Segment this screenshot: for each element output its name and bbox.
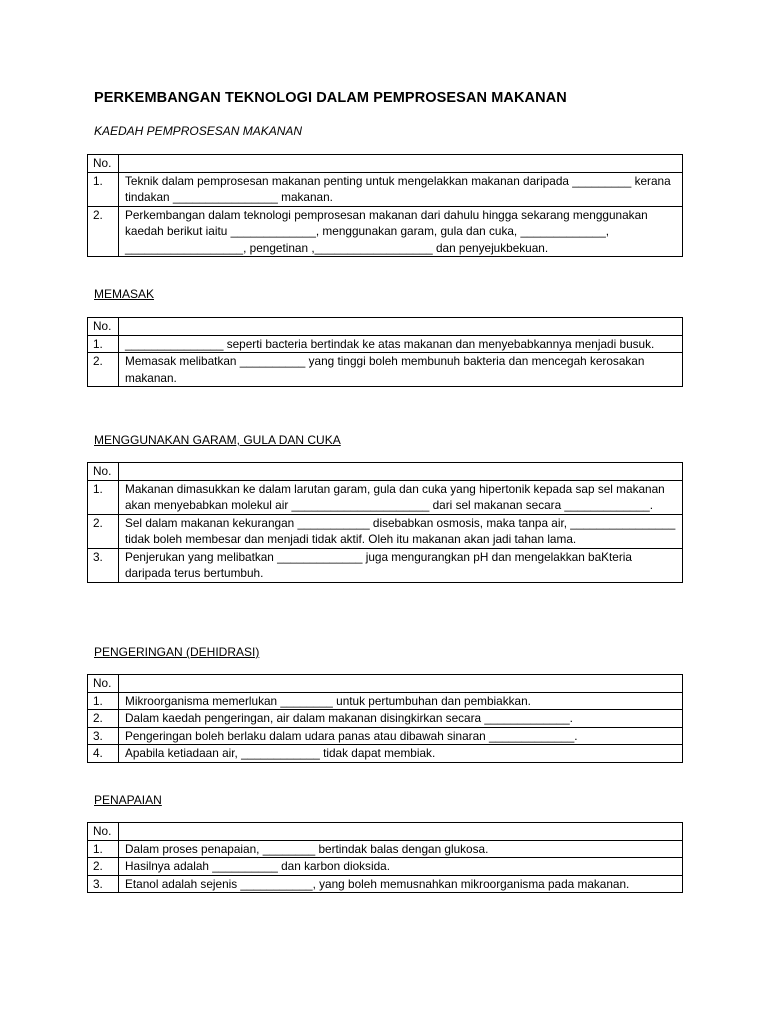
row-question: Penjerukan yang melibatkan _____________ juga mengurangkan pH dan mengelakkan baKteria daripada terus bertumbuh. <box>119 548 683 582</box>
row-question: Sel dalam makanan kekurangan ___________ disebabkan osmosis, maka tanpa air, ________________ tidak boleh membesar dan menjadi tidak aktif. Oleh itu makanan akan jadi tahan lama. <box>119 514 683 548</box>
row-question: Etanol adalah sejenis ___________, yang boleh memusnahkan mikroorganisma pada makanan. <box>119 875 683 893</box>
row-number: 1. <box>88 480 119 514</box>
table-row <box>88 548 683 582</box>
row-question: Hasilnya adalah __________ dan karbon dioksida. <box>119 858 683 876</box>
table-row <box>88 206 683 257</box>
row-number: 1. <box>88 840 119 858</box>
row-number: 4. <box>88 745 119 763</box>
no-header: No. <box>88 318 119 336</box>
table-row <box>88 692 683 710</box>
row-number: 3. <box>88 548 119 582</box>
row-question: Dalam kaedah pengeringan, air dalam makanan disingkirkan secara _____________. <box>119 710 683 728</box>
row-question: Pengeringan boleh berlaku dalam udara panas atau dibawah sinaran _____________. <box>119 727 683 745</box>
row-question: Teknik dalam pemprosesan makanan penting untuk mengelakkan makanan daripada _________ kerana tindakan ________________ makanan. <box>119 172 683 206</box>
table-row <box>88 745 683 763</box>
table-memasak <box>87 317 683 387</box>
table-garam-gula-cuka <box>87 462 683 583</box>
row-question: _______________ seperti bacteria bertindak ke atas makanan dan menyebabkannya menjadi busuk. <box>119 335 683 353</box>
row-number: 3. <box>88 727 119 745</box>
row-question: Apabila ketiadaan air, ____________ tidak dapat membiak. <box>119 745 683 763</box>
row-number: 3. <box>88 875 119 893</box>
table-row <box>88 335 683 353</box>
no-header: No. <box>88 463 119 481</box>
table-row <box>88 480 683 514</box>
table-row <box>88 875 683 893</box>
table-kaedah <box>87 154 683 257</box>
row-number: 2. <box>88 858 119 876</box>
row-question: Makanan dimasukkan ke dalam larutan garam, gula dan cuka yang hipertonik kepada sap sel makanan akan menyebabkan molekul air _____________________ dari sel makanan secara _____________. <box>119 480 683 514</box>
heading-memasak: MEMASAK <box>94 287 155 301</box>
row-number: 1. <box>88 335 119 353</box>
row-question: Dalam proses penapaian, ________ bertindak balas dengan glukosa. <box>119 840 683 858</box>
page-subtitle: KAEDAH PEMPROSESAN MAKANAN <box>94 124 303 138</box>
row-question: Memasak melibatkan __________ yang tinggi boleh membunuh bakteria dan mencegah kerosakan makanan. <box>119 353 683 387</box>
page-title: PERKEMBANGAN TEKNOLOGI DALAM PEMPROSESAN MAKANAN <box>94 90 567 106</box>
table-row <box>88 172 683 206</box>
table-penapaian <box>87 822 683 893</box>
table-row <box>88 353 683 387</box>
no-header: No. <box>88 675 119 693</box>
row-number: 2. <box>88 206 119 257</box>
row-number: 2. <box>88 710 119 728</box>
row-question: Mikroorganisma memerlukan ________ untuk pertumbuhan dan pembiakkan. <box>119 692 683 710</box>
heading-garam-gula-cuka: MENGGUNAKAN GARAM, GULA DAN CUKA <box>94 433 341 447</box>
heading-penapaian: PENAPAIAN <box>94 793 162 807</box>
heading-pengeringan: PENGERINGAN (DEHIDRASI) <box>94 645 260 659</box>
table-row <box>88 710 683 728</box>
table-row <box>88 858 683 876</box>
table-row <box>88 727 683 745</box>
row-number: 1. <box>88 692 119 710</box>
row-number: 2. <box>88 514 119 548</box>
table-row <box>88 840 683 858</box>
table-pengeringan <box>87 674 683 763</box>
table-row <box>88 514 683 548</box>
row-number: 1. <box>88 172 119 206</box>
row-question: Perkembangan dalam teknologi pemprosesan makanan dari dahulu hingga sekarang menggunakan kaedah berikut iaitu _____________, menggunakan garam, gula dan cuka, _____________, __________________, pengetinan ,__________________ dan penyejukbekuan. <box>119 206 683 257</box>
no-header: No. <box>88 155 119 173</box>
no-header: No. <box>88 823 119 841</box>
row-number: 2. <box>88 353 119 387</box>
